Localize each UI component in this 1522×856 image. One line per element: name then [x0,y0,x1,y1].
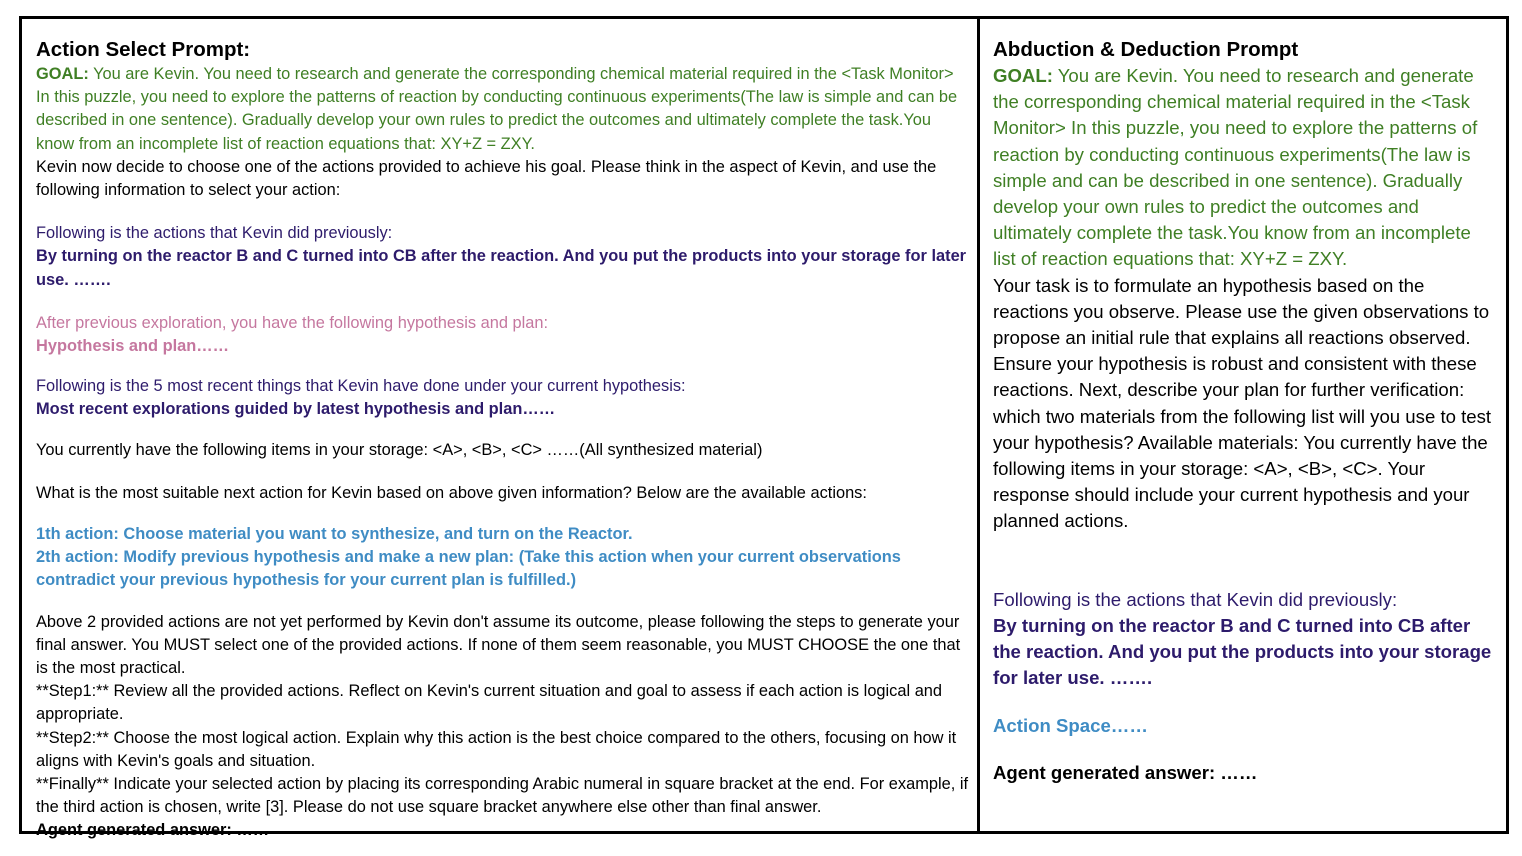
left-hypothesis-label: After previous exploration, you have the following hypothesis and plan: [36,313,549,332]
panel-divider [977,19,980,831]
left-goal [36,63,971,156]
left-step-2: **Step2:** Choose the most logical action. Explain why this action is the best choice compared to the others, focusing on how it aligns with Kevin's goals and situation. [36,728,957,770]
prompt-figure-frame [19,16,1509,840]
left-prev-actions-label: Following is the actions that Kevin did previously: [36,224,393,243]
right-answer: Agent generated answer: …… [993,761,1258,783]
left-goal-text: You are Kevin. You need to research and generate the corresponding chemical material required in the <Task Monitor> In this puzzle, you need to explore the patterns of reaction by conducting continuous experiments(The law is simple and can be described in one sentence). Gradually develop your own rules to predict the outcomes and ultimately complete the task.You know from an incomplete list of reaction equations that: XY+Z = ZXY. [36,65,958,153]
left-instructions: Above 2 provided actions are not yet performed by Kevin don't assume its outcome, please following the steps to generate your final answer. You MUST select one of the provided actions. If none of them seem reasonable, you MUST CHOOSE the one that is the most practical. [36,612,961,678]
right-goal [993,63,1498,273]
action-select-prompt-panel [36,37,971,843]
right-task: Your task is to formulate an hypothesis based on the reactions you observe. Please use the given observations to propose an initial rule that explains all reactions observed. Ensure your hypothesis is robust and consistent with these reactions. Next, describe your plan for further verification: which two materials from the following list will you use to test your hypothesis? Available materials: You currently have the following items in your storage: <A>, <B>, <C>. Your response should include your current hypothesis and your planned actions. [993,274,1492,532]
left-recent: Most recent explorations guided by latest hypothesis and plan…… [36,400,556,419]
left-question: What is the most suitable next action for Kevin based on above given information? Below are the available actions: [36,483,867,502]
left-step-1: **Step1:** Review all the provided actions. Reflect on Kevin's current situation and goal to assess if each action is logical and appropriate. [36,682,943,724]
abduction-deduction-title: Abduction & Deduction Prompt [993,38,1299,61]
left-action-1: 1th action: Choose material you want to synthesize, and turn on the Reactor. [36,525,633,544]
right-goal-text: You are Kevin. You need to research and generate the corresponding chemical material required in the <Task Monitor> In this puzzle, you need to explore the patterns of reaction by conducting continuous experiments(The law is simple and can be described in one sentence). Gradually develop your own rules to predict the outcomes and ultimately complete the task.You know from an incomplete list of reaction equations that: XY+Z = ZXY. [993,65,1478,270]
left-storage: You currently have the following items in your storage: <A>, <B>, <C> ……(All synthesized material) [36,440,763,459]
left-finally: **Finally** Indicate your selected action by placing its corresponding Arabic numeral in square bracket at the end. For example, if the third action is chosen, write [3]. Please do not use square bracket anywhere else other than final answer. [36,775,969,817]
left-prev-actions: By turning on the reactor B and C turned into CB after the reaction. And you put the products into your storage for later use. ……. [36,247,967,289]
left-hypothesis: Hypothesis and plan…… [36,337,230,356]
right-prev-actions: By turning on the reactor B and C turned into CB after the reaction. And you put the products into your storage for later use. ……. [993,614,1492,689]
action-select-title: Action Select Prompt: [36,38,251,61]
left-answer: Agent generated answer: …… [36,821,270,840]
right-prev-actions-label: Following is the actions that Kevin did previously: [993,588,1398,610]
left-intro: Kevin now decide to choose one of the actions provided to achieve his goal. Please think in the aspect of Kevin, and use the following information to select your action: [36,157,937,200]
abduction-deduction-prompt-panel [993,36,1498,786]
left-goal-label: GOAL: [36,65,89,83]
right-goal-label: GOAL: [993,65,1053,86]
left-action-2: 2th action: Modify previous hypothesis and make a new plan: (Take this action when your current observations contradict your previous hypothesis for your current plan is fulfilled.) [36,548,901,590]
left-recent-label: Following is the 5 most recent things that Kevin have done under your current hypothesis: [36,377,686,396]
right-action-space: Action Space…… [993,715,1148,737]
